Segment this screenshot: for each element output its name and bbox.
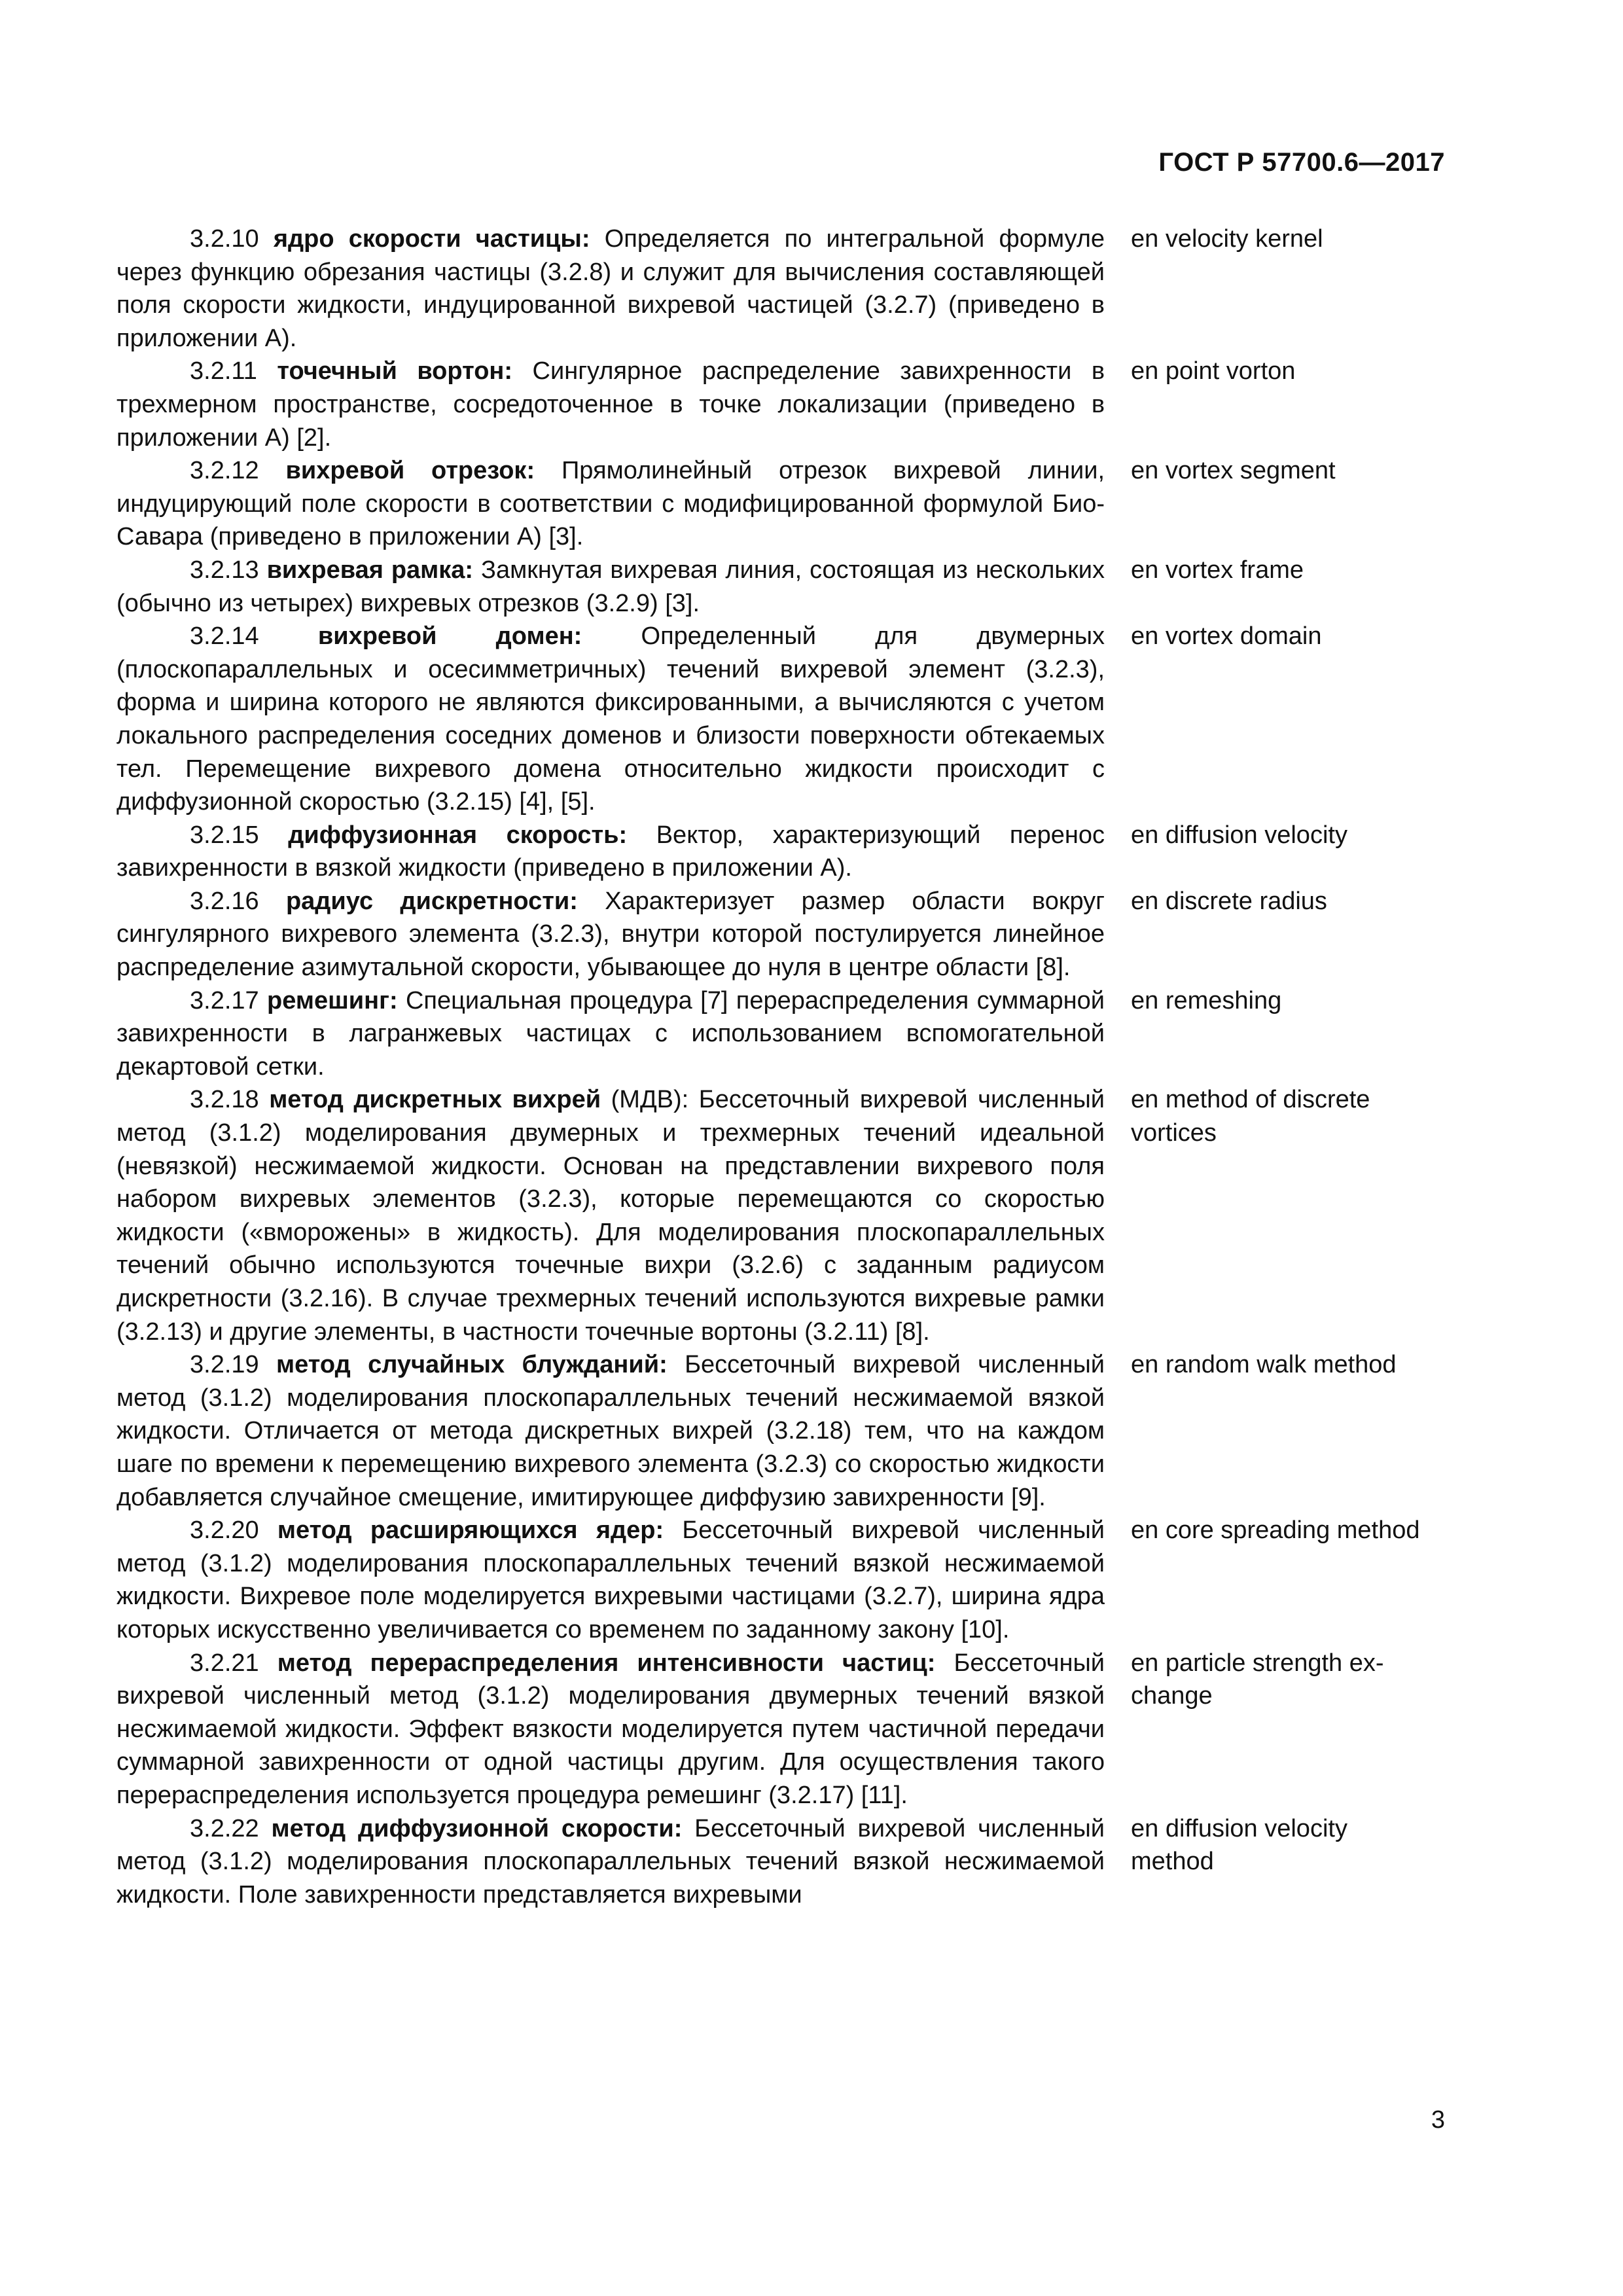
term-name: радиус дискретности: xyxy=(285,887,578,915)
term-english xyxy=(1131,1647,1452,1713)
term-number: 3.2.18 xyxy=(190,1086,259,1114)
term-number: 3.2.22 xyxy=(190,1814,259,1842)
term-text: Бессеточный вихревой численный метод (3.1.2) моделирования плоскопараллельных течений несжимаемой вязкой жидкости. Отличается от метода дискретных вихрей (3.2.18) тем, что на каждом шаге по времени к перемещению вихревого элемента (3.2.3) со скоростью жидкости добавляется случайное смещение, имитирующее диффузию завихренности [9]. xyxy=(116,1351,1105,1511)
term-number: 3.2.10 xyxy=(190,225,259,253)
term-definition xyxy=(116,1812,1105,1912)
term-entry xyxy=(116,819,1452,885)
term-english xyxy=(1131,819,1452,852)
term-english xyxy=(1131,1083,1452,1149)
term-entry xyxy=(116,355,1452,454)
term-english-line: vortices xyxy=(1131,1119,1217,1147)
document-header-id: ГОСТ Р 57700.6—2017 xyxy=(1158,148,1445,177)
term-english-line: en core spreading method xyxy=(1131,1516,1420,1545)
term-name: диффузионная скорость: xyxy=(288,821,628,849)
term-definition xyxy=(116,1083,1105,1348)
term-entry xyxy=(116,984,1452,1084)
term-english-line: method xyxy=(1131,1848,1214,1876)
term-english-line: en remeshing xyxy=(1131,986,1282,1014)
term-text: Бессеточный вихревой численный метод (3.1.2) моделирования плоскопараллельных течений вязкой несжимаемой жидкости. Поле завихренности представляется вихревыми xyxy=(116,1814,1105,1909)
term-number: 3.2.15 xyxy=(190,821,259,849)
term-english-line: en method of discrete xyxy=(1131,1086,1370,1114)
term-definition xyxy=(116,355,1105,454)
term-english xyxy=(1131,1348,1452,1382)
term-name: метод расширяющихся ядер: xyxy=(277,1516,664,1545)
term-text: (МДВ): Бессеточный вихревой численный метод (3.1.2) моделирования двумерных и трехмерных течений идеальной (невязкой) несжимаемой жидкости. Основан на представлении вихревого поля набором вихревых элементов (3.2.3), которые перемещаются со скоростью жидкости («вморожены» в жидкость). Для моделирования плоскопараллельных течений обычно используются точечные вихри (3.2.6) с заданным радиусом дискретности (3.2.16). В случае трехмерных течений используются вихревые рамки (3.2.13) и другие элементы, в частности точечные вортоны (3.2.11) [8]. xyxy=(116,1086,1105,1346)
term-english xyxy=(1131,454,1452,488)
page-number: 3 xyxy=(1431,2106,1445,2134)
term-definition xyxy=(116,1514,1105,1646)
term-entry xyxy=(116,620,1452,819)
term-number: 3.2.16 xyxy=(190,887,259,915)
term-english-line: en vortex domain xyxy=(1131,622,1322,651)
term-definition xyxy=(116,1348,1105,1514)
term-english-line: en vortex segment xyxy=(1131,457,1336,485)
term-number: 3.2.11 xyxy=(190,357,257,386)
term-name: ремешинг: xyxy=(267,986,398,1014)
term-definition xyxy=(116,223,1105,355)
term-text: Специальная процедура [7] перераспределения суммарной завихренности в лагранжевых частицах с использованием вспомогательной декартовой сетки. xyxy=(116,986,1105,1081)
term-text: Замкнутая вихревая линия, состоящая из нескольких (обычно из четырех) вихревых отрезков (3.2.9) [3]. xyxy=(116,556,1105,617)
term-definition xyxy=(116,620,1105,819)
term-definition xyxy=(116,819,1105,885)
term-english-line: en random walk method xyxy=(1131,1351,1397,1379)
term-text: Характеризует размер области вокруг сингулярного вихревого элемента (3.2.3), внутри которой постулируется линейное распределение азимутальной скорости, убывающее до нуля в центре области [8]. xyxy=(116,887,1105,982)
term-english-line: en particle strength ex- xyxy=(1131,1649,1384,1677)
term-english-line: en diffusion velocity xyxy=(1131,1814,1347,1842)
term-english xyxy=(1131,223,1452,256)
term-english xyxy=(1131,554,1452,587)
term-name: вихревая рамка: xyxy=(266,556,474,584)
term-english xyxy=(1131,620,1452,653)
term-english xyxy=(1131,984,1452,1018)
term-entry xyxy=(116,1812,1452,1912)
term-entry xyxy=(116,454,1452,554)
term-text: Вектор, характеризующий перенос завихренности в вязкой жидкости (приведено в приложении А). xyxy=(116,821,1105,882)
term-number: 3.2.14 xyxy=(190,622,259,651)
term-text: Прямолинейный отрезок вихревой линии, индуцирующий поле скорости в соответствии с модифицированной формулой Био-Савара (приведено в приложении А) [3]. xyxy=(116,457,1105,551)
term-number: 3.2.21 xyxy=(190,1649,259,1677)
term-name: метод диффузионной скорости: xyxy=(271,1814,683,1842)
term-name: метод перераспределения интенсивности частиц: xyxy=(277,1649,936,1677)
term-entry xyxy=(116,554,1452,620)
term-definition xyxy=(116,885,1105,984)
term-english xyxy=(1131,1514,1452,1547)
term-text: Сингулярное распределение завихренности в трехмерном пространстве, сосредоточенное в точке локализации (приведено в приложении А) [2]. xyxy=(116,357,1105,452)
term-english xyxy=(1131,355,1452,388)
term-english xyxy=(1131,885,1452,918)
term-definition xyxy=(116,1647,1105,1812)
term-english-line: change xyxy=(1131,1682,1213,1710)
term-name: вихревой отрезок: xyxy=(285,457,535,485)
term-name: метод дискретных вихрей xyxy=(269,1086,601,1114)
term-english-line: en velocity kernel xyxy=(1131,225,1323,253)
term-name: вихревой домен: xyxy=(317,622,582,651)
term-english-line: en point vorton xyxy=(1131,357,1296,386)
term-definition xyxy=(116,554,1105,620)
term-text: Бессеточный вихревой численный метод (3.1.2) моделирования двумерных течений вязкой несжимаемой жидкости. Эффект вязкости моделируется путем частичной передачи суммарной завихренности от одной частицы другим. Для осуществления такого перераспределения используется процедура ремешинг (3.2.17) [11]. xyxy=(116,1649,1105,1809)
term-english-line: en discrete radius xyxy=(1131,887,1327,915)
term-english xyxy=(1131,1812,1452,1878)
term-text: Бессеточный вихревой численный метод (3.1.2) моделирования плоскопараллельных течений вязкой несжимаемой жидкости. Вихревое поле моделируется вихревыми частицами (3.2.7), ширина ядра которых искусственно увеличивается со временем по заданному закону [10]. xyxy=(116,1516,1105,1643)
term-entry xyxy=(116,1647,1452,1812)
term-entry xyxy=(116,223,1452,355)
term-entry xyxy=(116,885,1452,984)
term-number: 3.2.12 xyxy=(190,457,259,485)
terms-list xyxy=(116,223,1452,1911)
term-number: 3.2.20 xyxy=(190,1516,259,1545)
term-name: ядро скорости частицы: xyxy=(273,225,590,253)
term-number: 3.2.13 xyxy=(190,556,259,584)
term-english-line: en vortex frame xyxy=(1131,556,1304,584)
term-english-line: en diffusion velocity xyxy=(1131,821,1347,849)
term-name: точечный вортон: xyxy=(277,357,513,386)
term-name: метод случайных блужданий: xyxy=(276,1351,668,1379)
term-entry xyxy=(116,1514,1452,1646)
term-entry xyxy=(116,1083,1452,1348)
term-definition xyxy=(116,984,1105,1084)
term-text: Определяется по интегральной формуле через функцию обрезания частицы (3.2.8) и служит для вычисления составляющей поля скорости жидкости, индуцированной вихревой частицей (3.2.7) (приведено в приложении А). xyxy=(116,225,1105,352)
term-number: 3.2.17 xyxy=(190,986,259,1014)
term-definition xyxy=(116,454,1105,554)
term-entry xyxy=(116,1348,1452,1514)
term-text: Определенный для двумерных (плоскопараллельных и осесимметричных) течений вихревой элемент (3.2.3), форма и ширина которого не являются фиксированными, а вычисляются с учетом локального распределения соседних доменов и близости поверхности обтекаемых тел. Перемещение вихревого домена относительно жидкости происходит с диффузионной скоростью (3.2.15) [4], [5]. xyxy=(116,622,1105,816)
term-number: 3.2.19 xyxy=(190,1351,259,1379)
